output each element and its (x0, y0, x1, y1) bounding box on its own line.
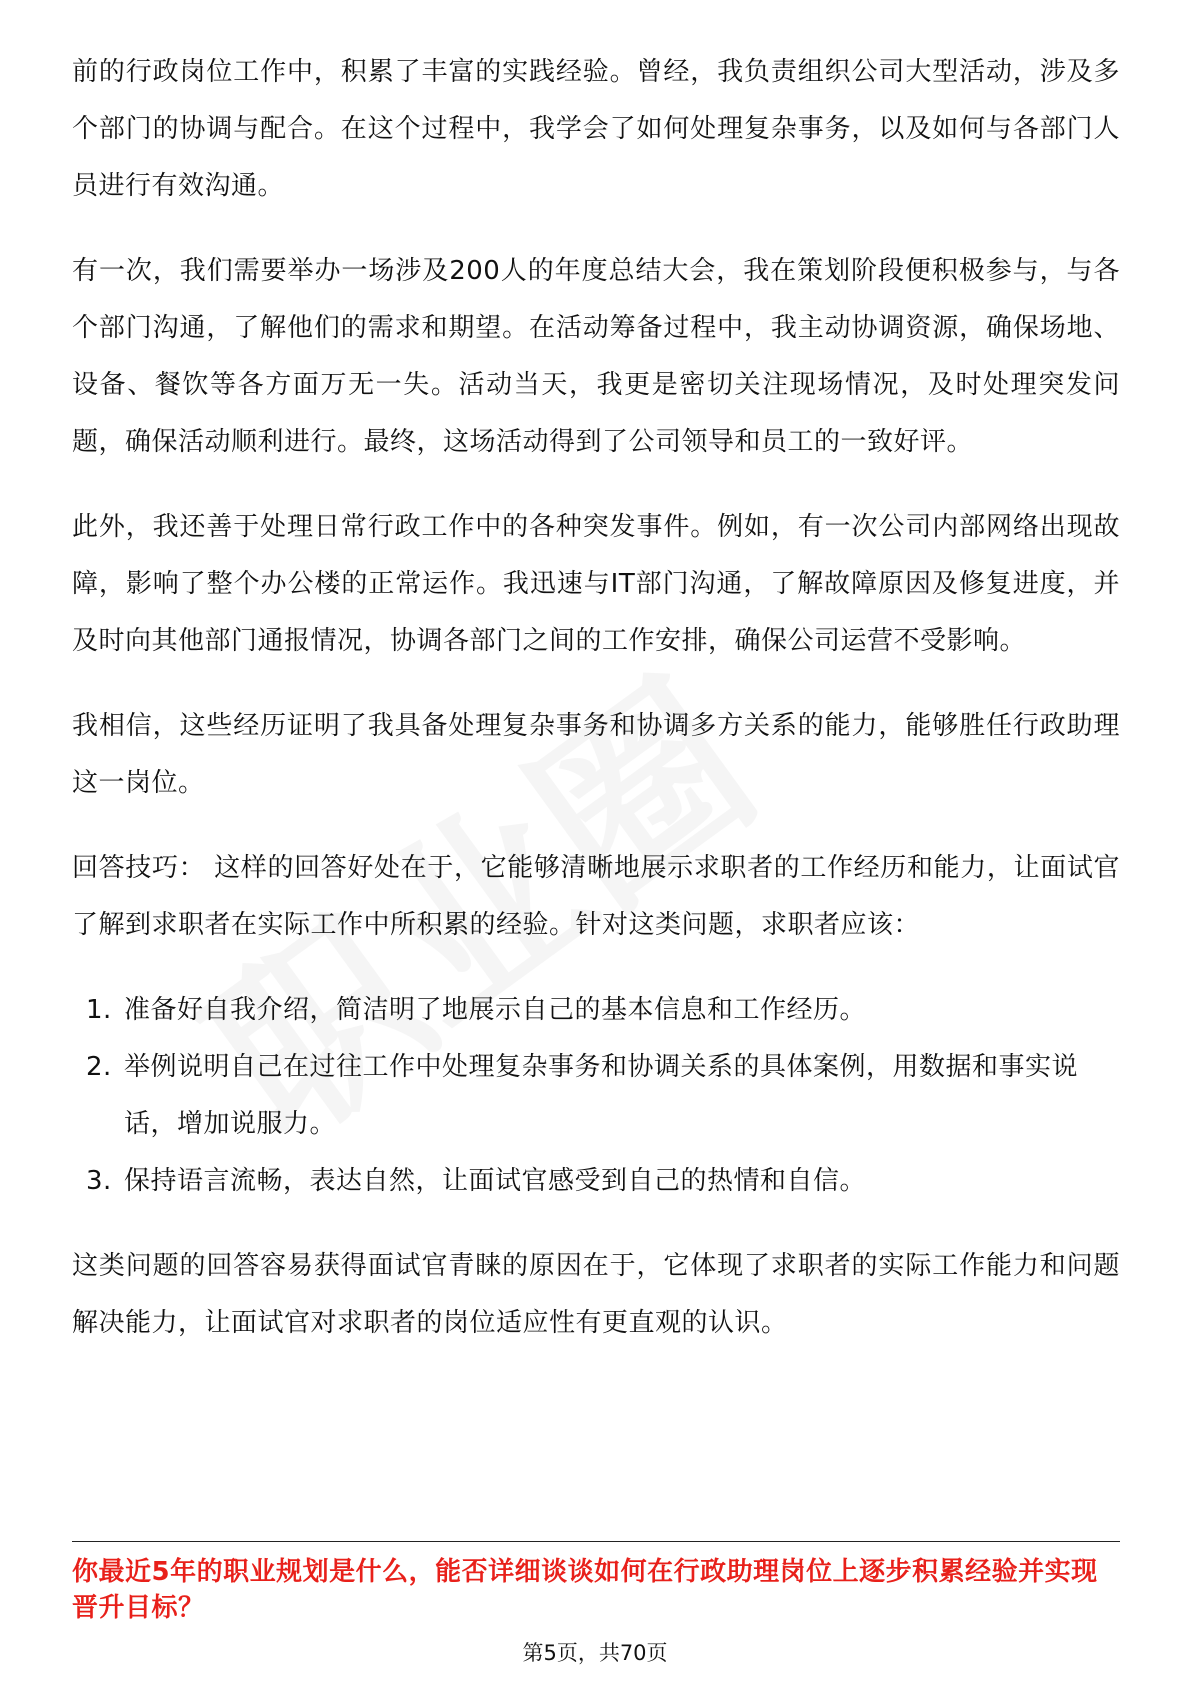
tips-list (72, 982, 1120, 1210)
list-item (72, 982, 1120, 1039)
list-item-number: 2. (86, 1052, 112, 1082)
paragraph-conclusion: 我相信，这些经历证明了我具备处理复杂事务和协调多方关系的能力，能够胜任行政助理这一岗位。 (72, 711, 1120, 798)
list-item-number: 1. (86, 995, 112, 1025)
paragraph-experience-intro: 前的行政岗位工作中，积累了丰富的实践经验。曾经，我负责组织公司大型活动，涉及多个部门的协调与配合。在这个过程中，我学会了如何处理复杂事务，以及如何与各部门人员进行有效沟通。 (72, 57, 1120, 201)
list-item (72, 1039, 1120, 1153)
paragraph-emergency-handling: 此外，我还善于处理日常行政工作中的各种突发事件。例如，有一次公司内部网络出现故障，影响了整个办公楼的正常运作。我迅速与IT部门沟通，了解故障原因及修复进度，并及时向其他部门通报情况，协调各部门之间的工作安排，确保公司运营不受影响。 (72, 512, 1120, 656)
section-divider (72, 1541, 1120, 1542)
paragraph-answer-tips: 回答技巧： 这样的回答好处在于，它能够清晰地展示求职者的工作经历和能力，让面试官了解到求职者在实际工作中所积累的经验。针对这类问题，求职者应该： (72, 853, 1120, 940)
next-question-heading: 你最近5年的职业规划是什么，能否详细谈谈如何在行政助理岗位上逐步积累经验并实现晋升目标？ (72, 1557, 1098, 1623)
list-item-text: 保持语言流畅，表达自然，让面试官感受到自己的热情和自信。 (124, 1166, 867, 1196)
paragraph-annual-meeting-example: 有一次，我们需要举办一场涉及200人的年度总结大会，我在策划阶段便积极参与，与各个部门沟通，了解他们的需求和期望。在活动筹备过程中，我主动协调资源，确保场地、设备、餐饮等各方面万无一失。活动当天，我更是密切关注现场情况，及时处理突发问题，确保活动顺利进行。最终，这场活动得到了公司领导和员工的一致好评。 (72, 256, 1120, 457)
paragraph-closing: 这类问题的回答容易获得面试官青睐的原因在于，它体现了求职者的实际工作能力和问题解决能力，让面试官对求职者的岗位适应性有更直观的认识。 (72, 1251, 1120, 1338)
main-content (72, 44, 1120, 1380)
list-item-number: 3. (86, 1166, 112, 1196)
page-footer: 第5页，共70页 (522, 1641, 668, 1665)
list-item-text: 准备好自我介绍，简洁明了地展示自己的基本信息和工作经历。 (124, 995, 867, 1025)
list-item (72, 1153, 1120, 1210)
list-item-text: 举例说明自己在过往工作中处理复杂事务和协调关系的具体案例，用数据和事实说话，增加说服力。 (124, 1052, 1079, 1139)
